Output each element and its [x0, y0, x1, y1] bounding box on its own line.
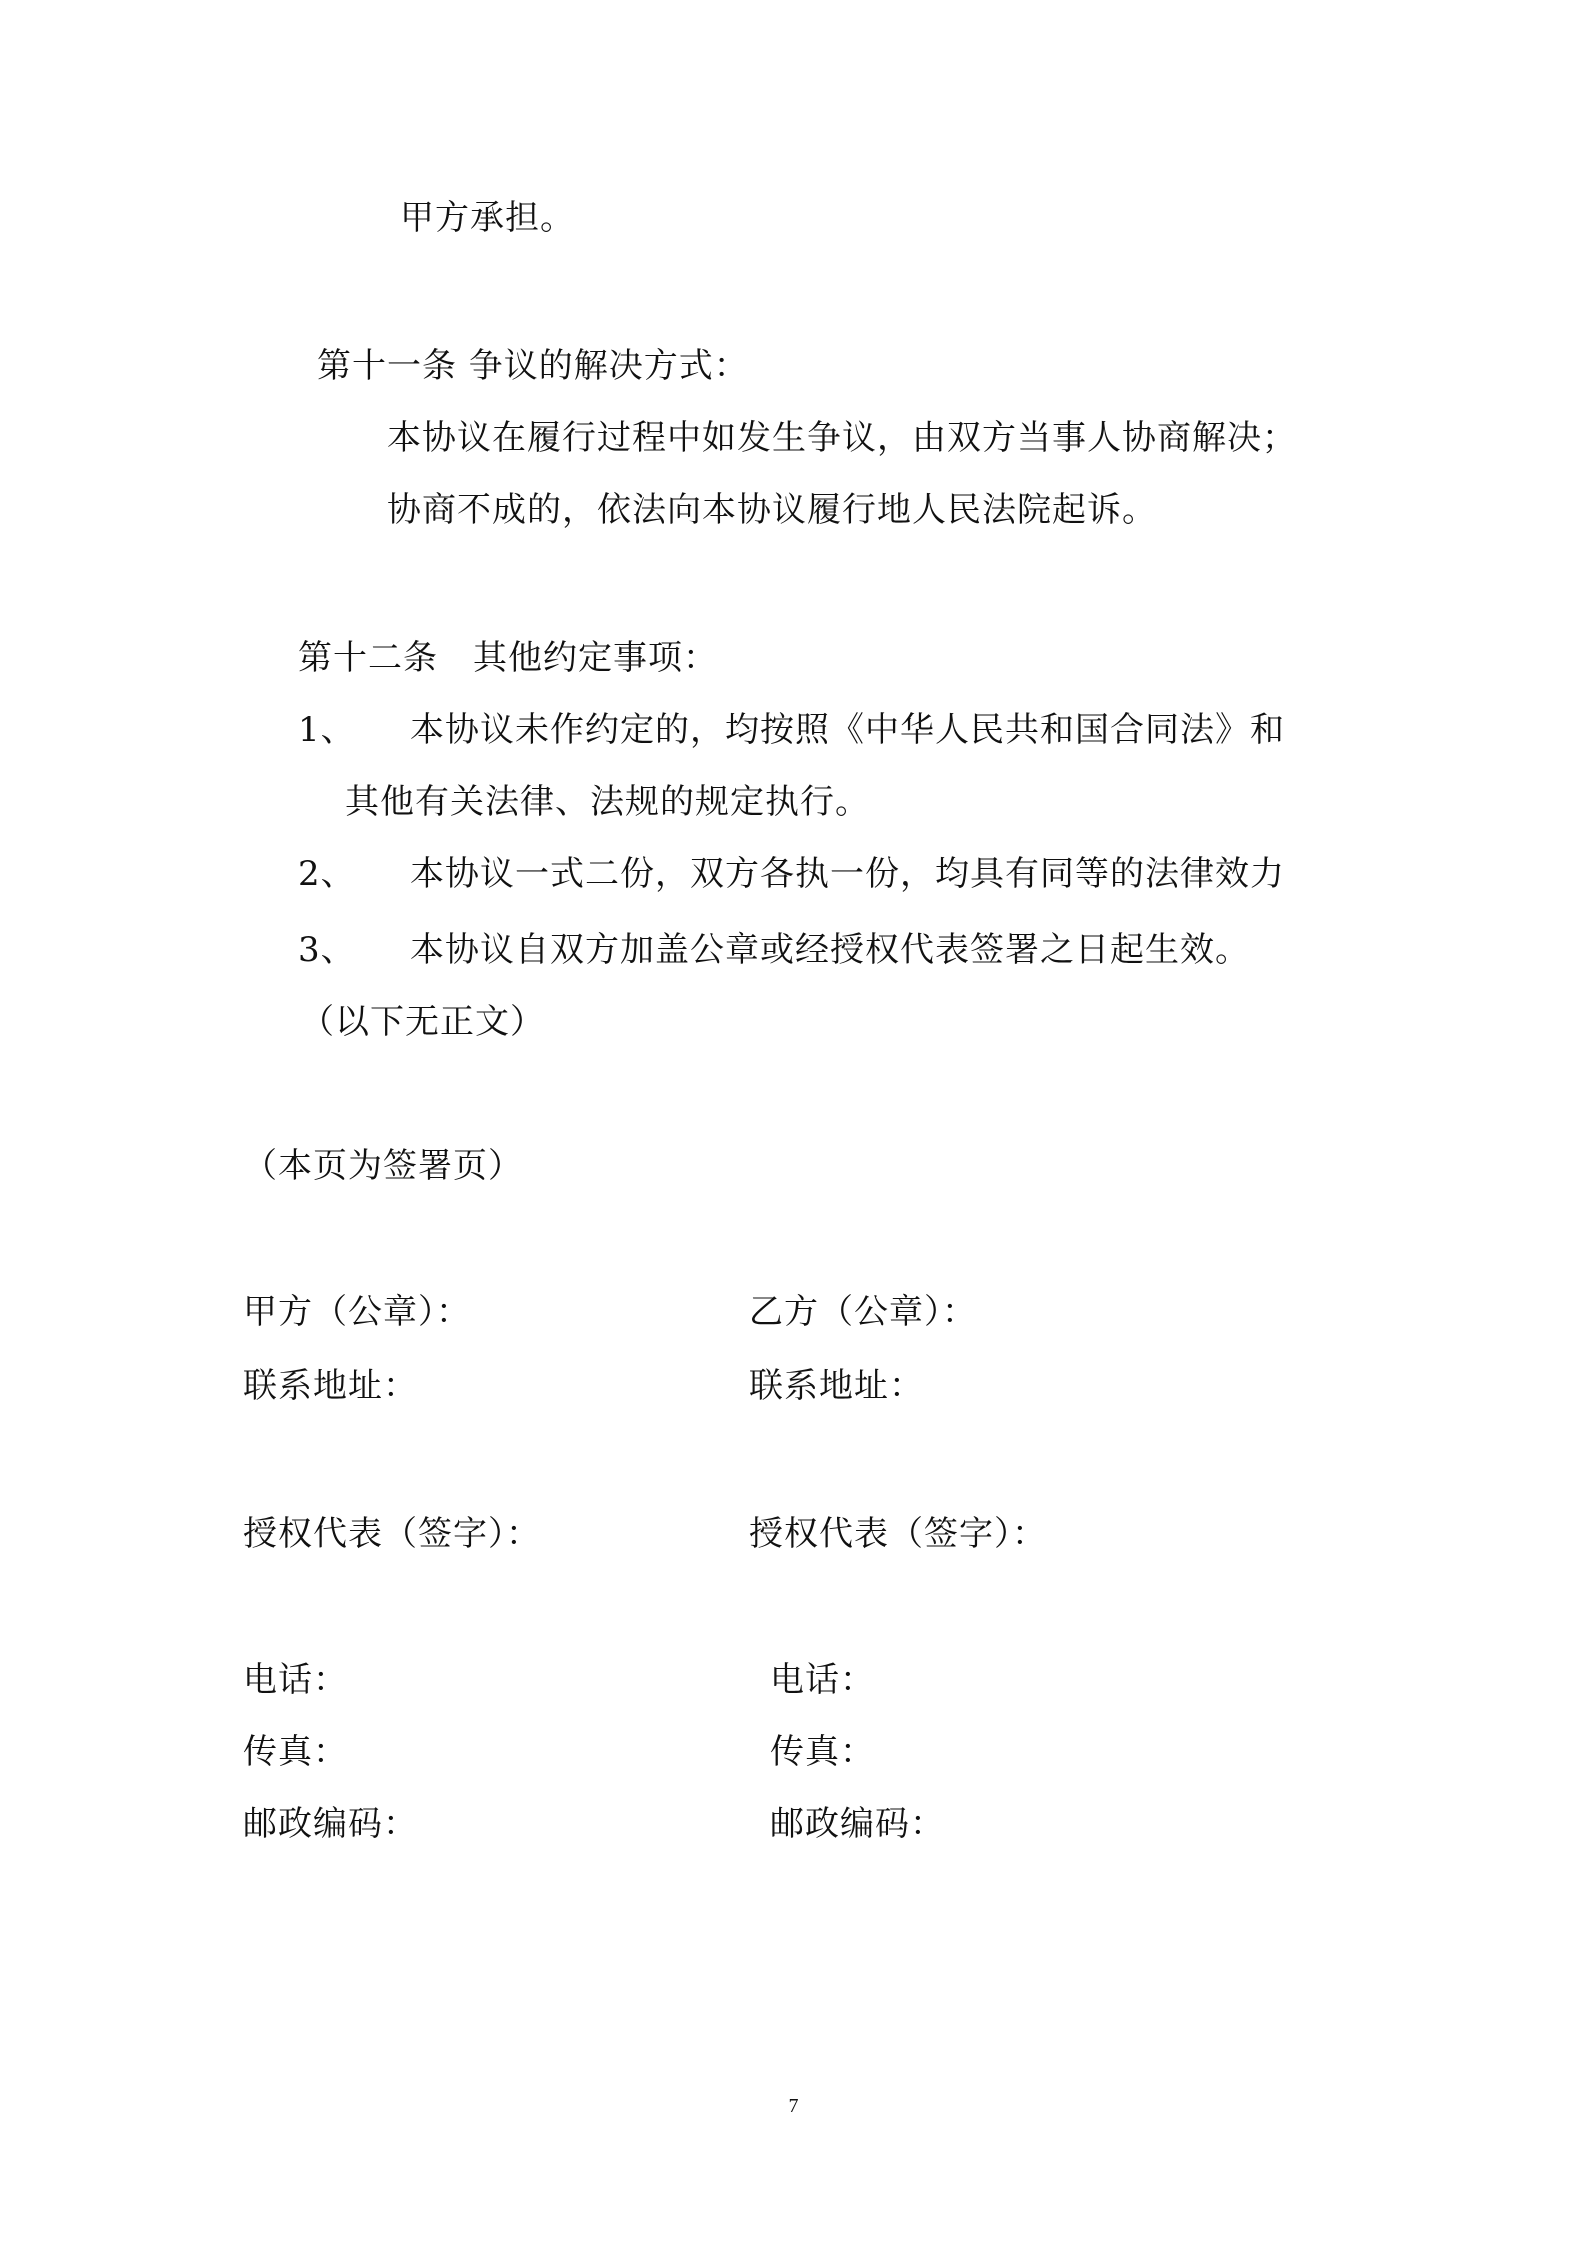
clause12-title: 第十二条 其他约定事项：: [298, 638, 718, 678]
party-a-postcode-label: 邮政编码：: [243, 1804, 418, 1844]
party-a-fax-label: 传真：: [243, 1732, 348, 1772]
clause11-line-2: 协商不成的，依法向本协议履行地人民法院起诉。: [387, 490, 1157, 530]
party-a-representative-label: 授权代表（签字）：: [243, 1514, 541, 1554]
party-a-address-label: 联系地址：: [243, 1366, 418, 1406]
clause12-item-1-text: 本协议未作约定的，均按照《中华人民共和国合同法》和: [410, 710, 1285, 750]
signature-page-note: （本页为签署页）: [243, 1146, 523, 1186]
party-b-postcode-label: 邮政编码：: [770, 1804, 945, 1844]
clause12-item-1-continuation: 其他有关法律、法规的规定执行。: [345, 782, 870, 822]
clause12-item-3-text: 本协议自双方加盖公章或经授权代表签署之日起生效。: [410, 930, 1250, 970]
clause12-item-3-number: 3、: [298, 930, 356, 970]
clause11-line-1: 本协议在履行过程中如发生争议，由双方当事人协商解决；: [387, 418, 1297, 458]
party-a-phone-label: 电话：: [243, 1660, 348, 1700]
party-b-address-label: 联系地址：: [749, 1366, 924, 1406]
party-a-seal-label: 甲方（公章）：: [243, 1292, 471, 1332]
clause11-title: 第十一条 争议的解决方式：: [317, 346, 749, 386]
clause12-item-2-number: 2、: [298, 854, 356, 894]
clause12-item-1-number: 1、: [298, 710, 356, 750]
party-b-phone-label: 电话：: [770, 1660, 875, 1700]
party-b-fax-label: 传真：: [770, 1732, 875, 1772]
party-b-representative-label: 授权代表（签字）：: [749, 1514, 1047, 1554]
clause10-tail: 甲方承担。: [400, 198, 575, 238]
party-b-seal-label: 乙方（公章）：: [749, 1292, 977, 1332]
page-number: 7: [788, 2095, 799, 2117]
end-of-text-note: （以下无正文）: [300, 1002, 545, 1042]
clause12-item-2-text: 本协议一式二份，双方各执一份，均具有同等的法律效力: [410, 854, 1285, 894]
